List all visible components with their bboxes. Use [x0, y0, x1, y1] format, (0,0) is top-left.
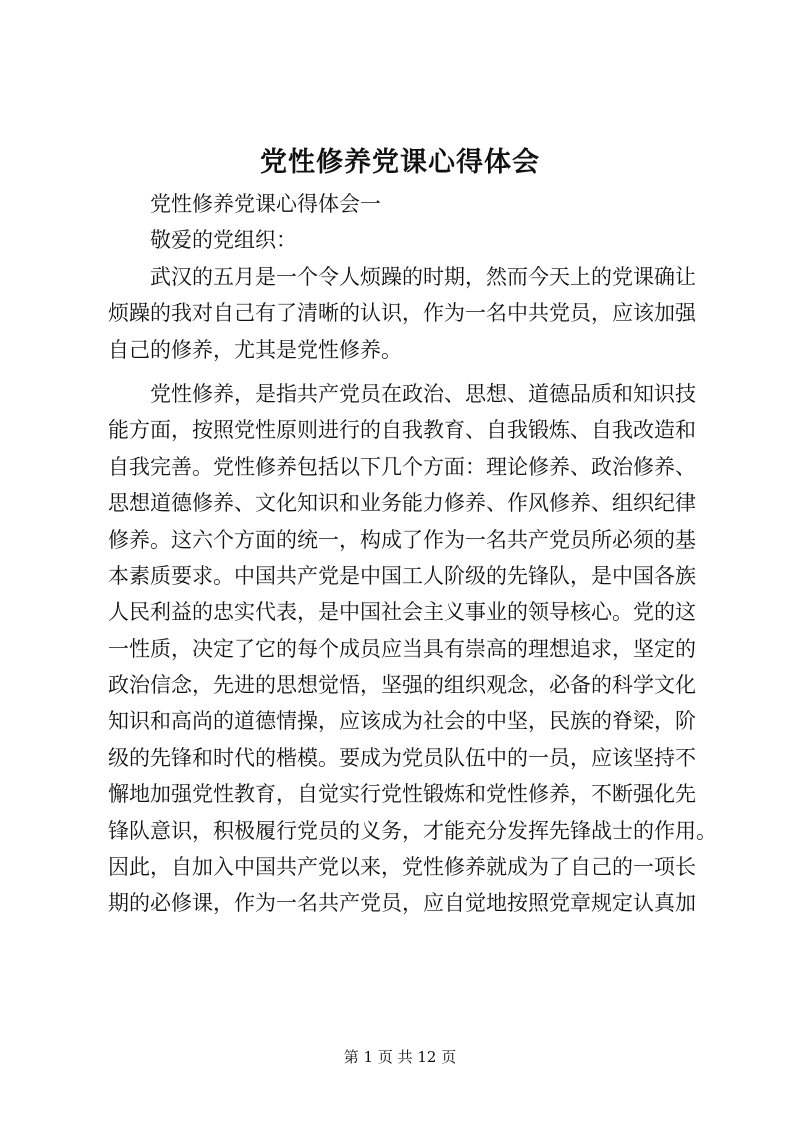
- page-number-footer: 第 1 页 共 12 页: [343, 1048, 457, 1066]
- document-title: 党性修养党课心得体会: [260, 147, 540, 178]
- paragraph-2-line-14: 因此，自加入中国共产党以来，党性修养就成为了自己的一项长: [108, 855, 696, 880]
- paragraph-1-line-3: 自己的修养，尤其是党性修养。: [108, 337, 402, 362]
- paragraph-2-line-3: 自我完善。党性修养包括以下几个方面：理论修养、政治修养、: [108, 454, 696, 479]
- paragraph-2-line-1: 党性修养，是指共产党员在政治、思想、道德品质和知识技: [150, 381, 696, 406]
- salutation-line: 敬爱的党组织：: [150, 228, 297, 253]
- paragraph-1-line-2: 烦躁的我对自己有了清晰的认识，作为一名中共党员，应该加强: [108, 301, 696, 326]
- paragraph-2-line-11: 级的先锋和时代的楷模。要成为党员队伍中的一员，应该坚持不: [108, 745, 696, 770]
- paragraph-2-line-12: 懈地加强党性教育，自觉实行党性锻炼和党性修养，不断强化先: [108, 782, 696, 807]
- subtitle-line: 党性修养党课心得体会一: [150, 192, 381, 216]
- paragraph-gap: [108, 368, 712, 376]
- paragraph-2-line-10: 知识和高尚的道德情操，应该成为社会的中坚，民族的脊梁，阶: [108, 709, 696, 734]
- paragraph-2-line-4: 思想道德修养、文化知识和业务能力修养、作风修养、组织纪律: [108, 491, 696, 516]
- paragraph-2-line-5: 修养。这六个方面的统一，构成了作为一名共产党员所必须的基: [108, 527, 696, 552]
- paragraph-2-line-9: 政治信念，先进的思想觉悟，坚强的组织观念，必备的科学文化: [108, 673, 696, 698]
- paragraph-2-line-7: 人民利益的忠实代表，是中国社会主义事业的领导核心。党的这: [108, 600, 696, 625]
- paragraph-2-line-15: 期的必修课，作为一名共产党员，应自觉地按照党章规定认真加: [108, 891, 696, 916]
- paragraph-2-line-8: 一性质，决定了它的每个成员应当具有崇高的理想追求，坚定的: [108, 636, 696, 661]
- paragraph-2-line-13: 锋队意识，积极履行党员的义务，才能充分发挥先锋战士的作用。: [108, 818, 717, 843]
- paragraph-1-line-1: 武汉的五月是一个令人烦躁的时期，然而今天上的党课确让: [150, 264, 696, 289]
- paragraph-2-line-2: 能方面，按照党性原则进行的自我教育、自我锻炼、自我改造和: [108, 418, 696, 443]
- document-body: [108, 186, 717, 922]
- paragraph-2-line-6: 本素质要求。中国共产党是中国工人阶级的先锋队，是中国各族: [108, 563, 696, 588]
